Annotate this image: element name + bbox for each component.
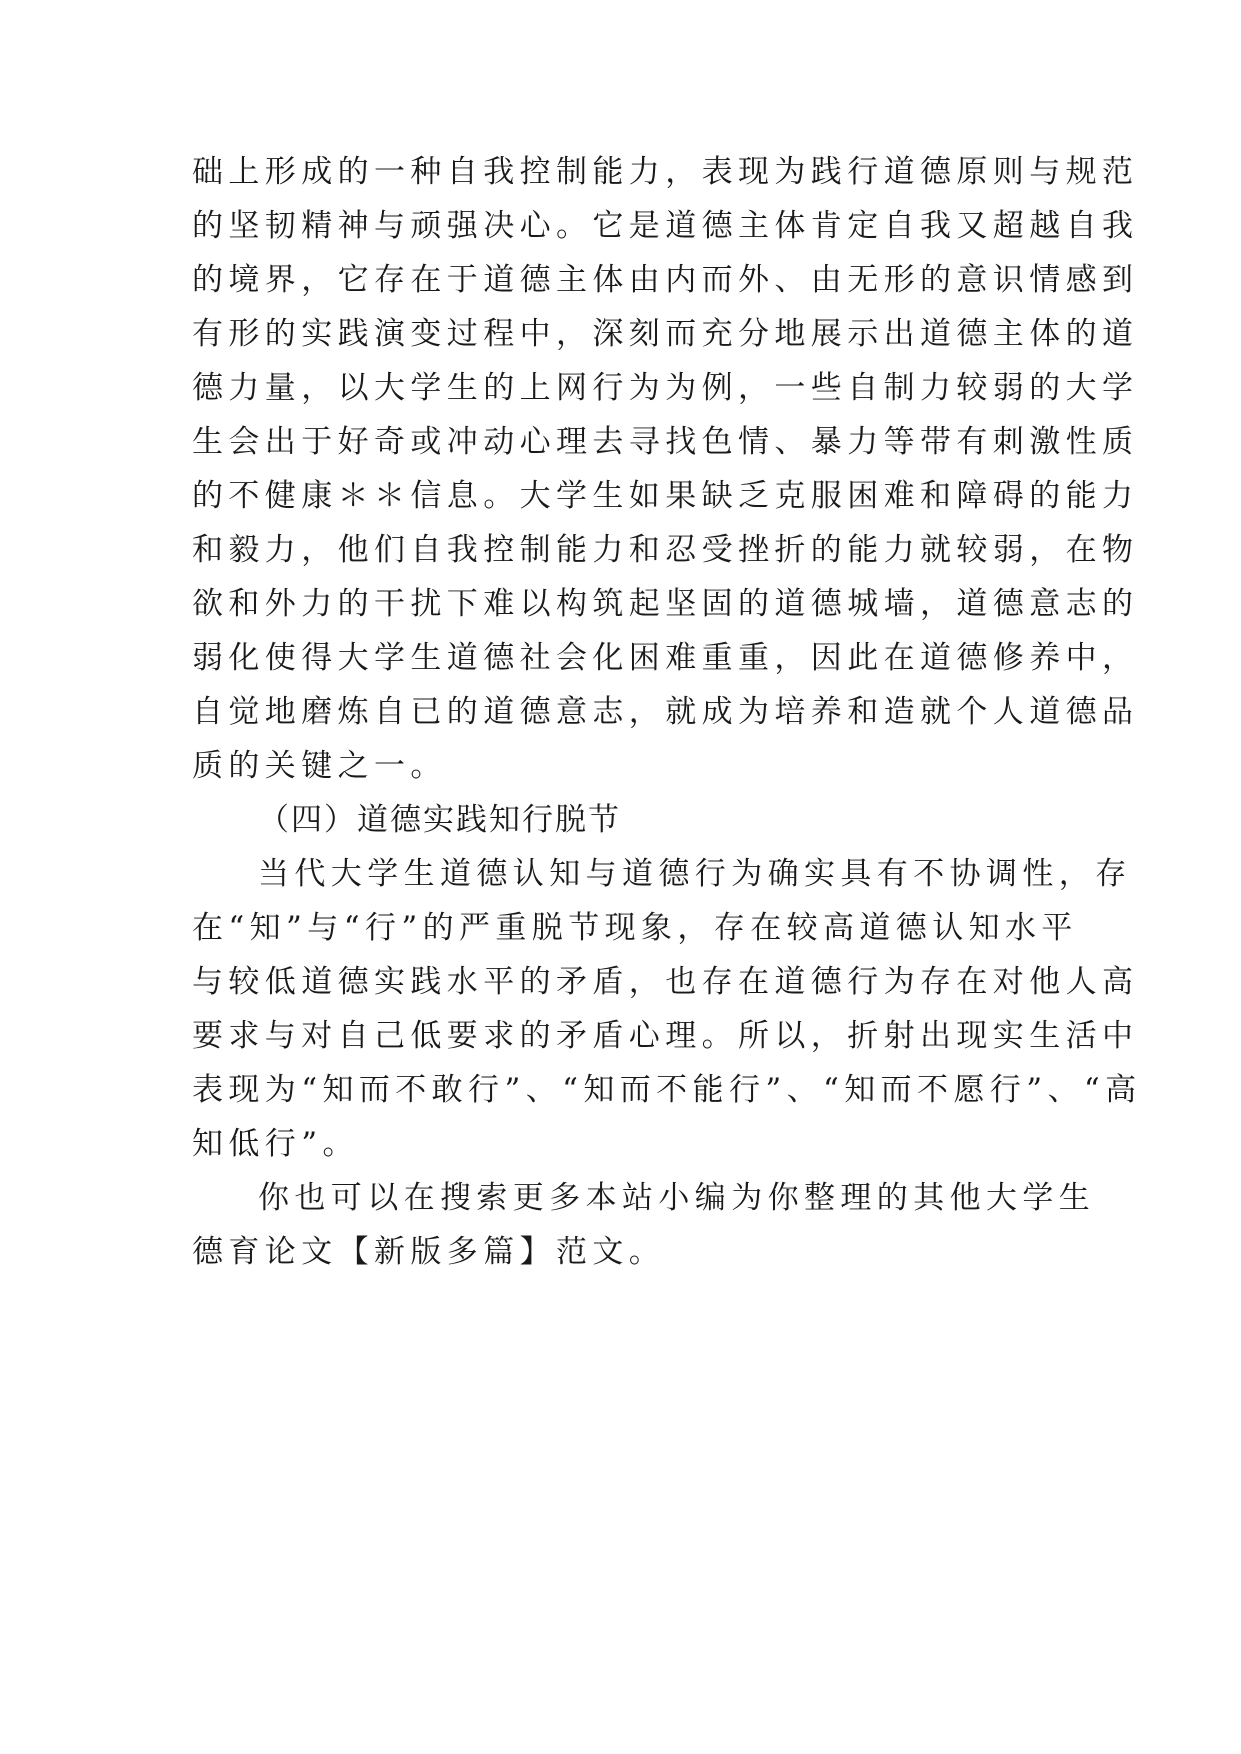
section-heading: （四）道德实践知行脱节: [258, 802, 621, 838]
paragraph-2-line: 在“知”与“行”的严重脱节现象，存在较高道德认知水平: [192, 910, 1078, 946]
paragraph-2-line: 与较低道德实践水平的矛盾，也存在道德行为存在对他人高: [192, 964, 1139, 1000]
paragraph-1-line: 德力量，以大学生的上网行为为例，一些自制力较弱的大学: [192, 370, 1139, 406]
paragraph-1-line: 生会出于好奇或冲动心理去寻找色情、暴力等带有刺激性质: [192, 424, 1139, 460]
paragraph-1-line: 的坚韧精神与顽强决心。它是道德主体肯定自我又超越自我: [192, 208, 1139, 244]
paragraph-1-line: 弱化使得大学生道德社会化困难重重，因此在道德修养中，: [192, 640, 1139, 676]
paragraph-2-line: 要求与对自己低要求的矛盾心理。所以，折射出现实生活中: [192, 1018, 1139, 1054]
paragraph-1-line: 和毅力，他们自我控制能力和忍受挫折的能力就较弱，在物: [192, 532, 1139, 568]
paragraph-3-line: 德育论文【新版多篇】范文。: [192, 1234, 666, 1270]
paragraph-2-line: 表现为“知而不敢行”、“知而不能行”、“知而不愿行”、“高: [192, 1072, 1142, 1108]
paragraph-1-line: 欲和外力的干扰下难以构筑起坚固的道德城墙，道德意志的: [192, 586, 1139, 622]
paragraph-1-line: 的不健康＊＊信息。大学生如果缺乏克服困难和障碍的能力: [192, 478, 1139, 514]
paragraph-2-line: 知低行”。: [192, 1126, 359, 1162]
paragraph-1-line: 质的关键之一。: [192, 748, 447, 784]
paragraph-1-line: 自觉地磨炼自已的道德意志，就成为培养和造就个人道德品: [192, 694, 1139, 730]
paragraph-3-line: 你也可以在搜索更多本站小编为你整理的其他大学生: [258, 1180, 1096, 1216]
paragraph-2-line: 当代大学生道德认知与道德行为确实具有不协调性，存: [258, 856, 1132, 892]
paragraph-1-line: 的境界，它存在于道德主体由内而外、由无形的意识情感到: [192, 262, 1139, 298]
paragraph-1-line: 有形的实践演变过程中，深刻而充分地展示出道德主体的道: [192, 316, 1139, 352]
paragraph-1-line: 础上形成的一种自我控制能力，表现为践行道德原则与规范: [192, 154, 1139, 190]
